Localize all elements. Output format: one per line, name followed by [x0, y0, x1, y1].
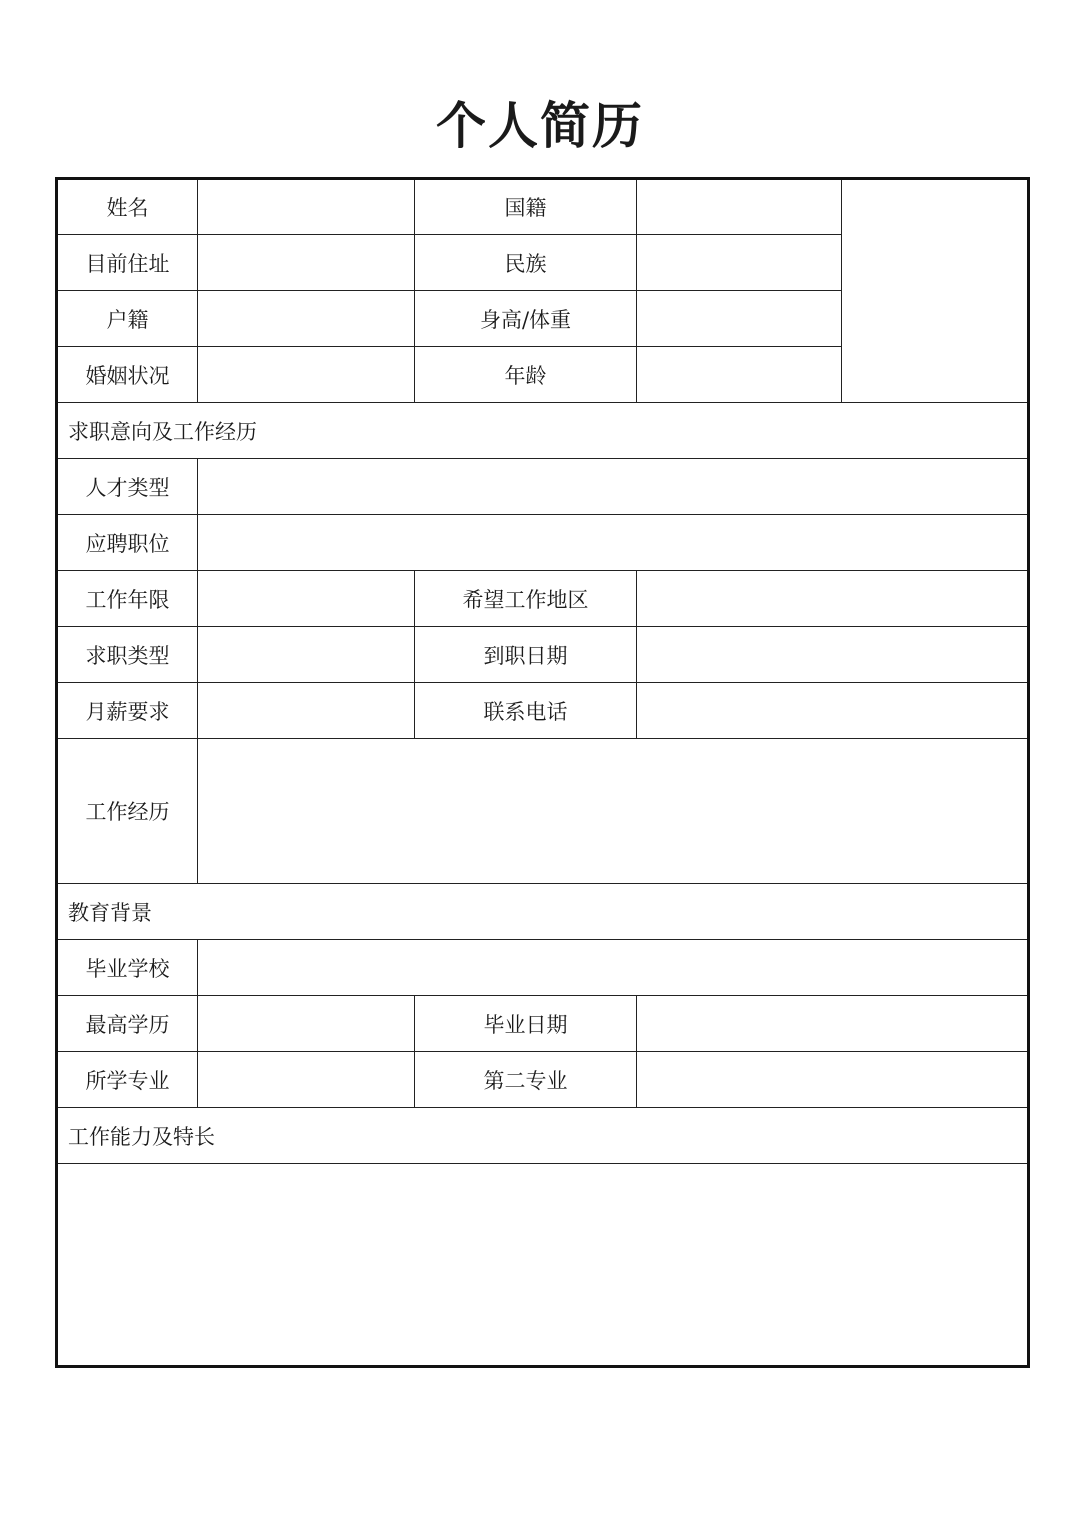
row-position: [57, 515, 1029, 571]
address-field[interactable]: [198, 235, 415, 291]
grad-date-label: 毕业日期: [415, 996, 637, 1052]
job-type-label: 求职类型: [57, 627, 198, 683]
second-major-field[interactable]: [637, 1052, 1029, 1108]
school-field[interactable]: [198, 940, 1029, 996]
nationality-field[interactable]: [637, 179, 842, 235]
second-major-label: 第二专业: [415, 1052, 637, 1108]
desired-region-field[interactable]: [637, 571, 1029, 627]
talent-type-label: 人才类型: [57, 459, 198, 515]
salary-field[interactable]: [198, 683, 415, 739]
start-date-label: 到职日期: [415, 627, 637, 683]
ethnicity-label: 民族: [415, 235, 637, 291]
experience-label: 工作经历: [57, 739, 198, 884]
age-label: 年龄: [415, 347, 637, 403]
experience-field[interactable]: [198, 739, 1029, 884]
photo-cell[interactable]: [842, 179, 1029, 403]
name-label: 姓名: [57, 179, 198, 235]
page-title: 个人简历: [436, 96, 644, 155]
hukou-field[interactable]: [198, 291, 415, 347]
row-school: [57, 940, 1029, 996]
phone-field[interactable]: [637, 683, 1029, 739]
education-section-title: 教育背景: [57, 884, 1029, 940]
row-experience: [57, 739, 1029, 884]
major-field[interactable]: [198, 1052, 415, 1108]
row-talent-type: [57, 459, 1029, 515]
row-salary: [57, 683, 1029, 739]
ethnicity-field[interactable]: [637, 235, 842, 291]
major-label: 所学专业: [57, 1052, 198, 1108]
row-skills-section: [57, 1108, 1029, 1164]
job-section-title: 求职意向及工作经历: [57, 403, 1029, 459]
address-label: 目前住址: [57, 235, 198, 291]
years-field[interactable]: [198, 571, 415, 627]
hukou-label: 户籍: [57, 291, 198, 347]
resume-form: [55, 177, 1030, 1368]
row-years: [57, 571, 1029, 627]
degree-field[interactable]: [198, 996, 415, 1052]
name-field[interactable]: [198, 179, 415, 235]
degree-label: 最高学历: [57, 996, 198, 1052]
desired-region-label: 希望工作地区: [415, 571, 637, 627]
school-label: 毕业学校: [57, 940, 198, 996]
height-weight-field[interactable]: [637, 291, 842, 347]
position-field[interactable]: [198, 515, 1029, 571]
nationality-label: 国籍: [415, 179, 637, 235]
row-major: [57, 1052, 1029, 1108]
row-skills: [57, 1164, 1029, 1367]
row-name: [57, 179, 1029, 235]
talent-type-field[interactable]: [198, 459, 1029, 515]
marital-label: 婚姻状况: [57, 347, 198, 403]
row-degree: [57, 996, 1029, 1052]
start-date-field[interactable]: [637, 627, 1029, 683]
position-label: 应聘职位: [57, 515, 198, 571]
row-job-type: [57, 627, 1029, 683]
skills-section-title: 工作能力及特长: [57, 1108, 1029, 1164]
phone-label: 联系电话: [415, 683, 637, 739]
marital-field[interactable]: [198, 347, 415, 403]
age-field[interactable]: [637, 347, 842, 403]
job-type-field[interactable]: [198, 627, 415, 683]
height-weight-label: 身高/体重: [415, 291, 637, 347]
skills-field[interactable]: [57, 1164, 1029, 1367]
row-education-section: [57, 884, 1029, 940]
salary-label: 月薪要求: [57, 683, 198, 739]
row-job-section: [57, 403, 1029, 459]
years-label: 工作年限: [57, 571, 198, 627]
grad-date-field[interactable]: [637, 996, 1029, 1052]
